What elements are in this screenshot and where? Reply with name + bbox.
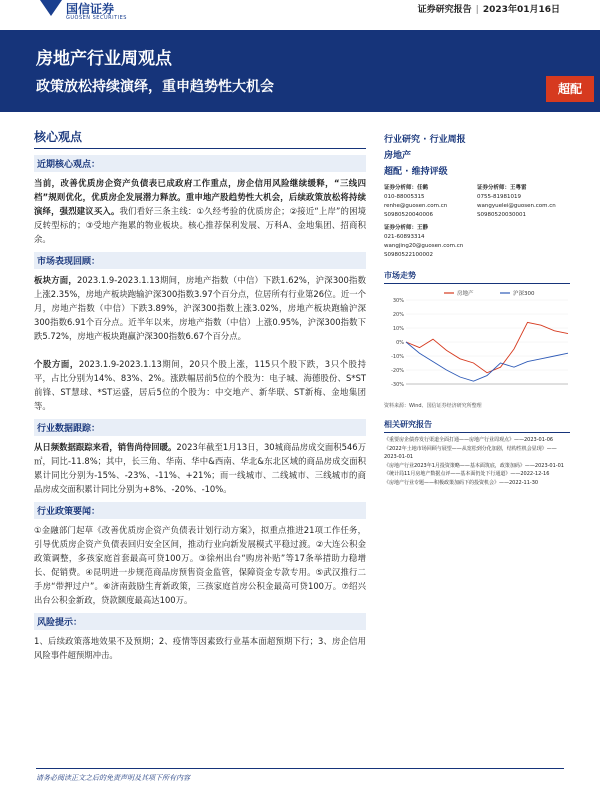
analyst-contact: 0755-81981019 (477, 194, 521, 200)
logo-mark-icon (40, 0, 62, 16)
analyst-contact: S0980520030001 (477, 212, 526, 218)
analyst-card (384, 224, 477, 260)
legend-label: 房地产 (457, 291, 474, 297)
report-type: 证券研究报告 (417, 5, 472, 15)
guosen-logo (40, 0, 140, 26)
related-report-item[interactable]: 《统计局11月房地产数据点评——基本面仍处下行通道》——2022-12-16 (384, 471, 550, 477)
report-date: 2023年01月16日 (482, 5, 560, 15)
analyst-contact[interactable]: wangyuelei@guosen.com.cn (477, 203, 556, 209)
y-tick-label: 0% (396, 340, 404, 346)
market-trend-chart (384, 288, 570, 396)
rating-badge: 超配 (546, 76, 594, 102)
footer-disclaimer: 请务必阅读正文之后的免责声明及其项下所有内容 (36, 768, 564, 783)
analyst-contact: S0980522100002 (384, 252, 433, 258)
sidebar-industry: 房地产 (384, 151, 412, 161)
analyst-name: 证券分析师：王静 (384, 225, 429, 231)
analyst-contact[interactable]: wangjing20@guosen.com.cn (384, 243, 464, 249)
related-report-item[interactable]: 《房地产行业专题——积极政策加码下的投资机会》——2022-11-30 (384, 479, 539, 486)
related-report-item[interactable]: 《重要房企债券发行渠道全面打通——房地产行业周观点》——2023-01-06 (384, 437, 554, 443)
section-body: 当前，改善优质房企资产负债表已成政府工作重点，房企信用风险继续缓释，“三线四档”规则优化，优质房企发展潜力释放。重申地产股趋势性大机会，后续政策放松将持续演绎，强烈建议买入。我们看好三条主线：①久经考验的优质房企；②接近“上岸”的困境反转型标的；③受地产拖累的物业板块。核心推荐保利发展、万科A、金地集团、招商积余。 (34, 178, 366, 244)
analyst-name: 证券分析师：王粤雷 (477, 185, 527, 191)
analyst-contact[interactable]: renhe@guosen.com.cn (384, 203, 448, 209)
section-title: 风险提示： (34, 613, 366, 630)
section-title: 市场表现回顾： (34, 252, 366, 269)
analyst-contact: 021-60893314 (384, 234, 425, 240)
series-line-1 (406, 342, 568, 381)
sidebar-rating: 超配 · 维持评级 (384, 167, 448, 177)
section-title: 行业政策要闻： (34, 502, 366, 519)
chart-source: 资料来源：Wind、国信证券经济研究所整理 (384, 403, 482, 409)
analyst-list (384, 184, 570, 260)
section-title: 行业数据跟踪： (34, 419, 366, 436)
section-title: 近期核心观点： (34, 155, 366, 172)
related-report-item[interactable]: 《2022年土地市场回顾与展望——从宽松到分化加剧，结构性机会显现》——2023-01-01 (384, 445, 557, 460)
header-meta: 证券研究报告 | 2023年01月16日 (417, 5, 560, 15)
related-reports-list (384, 436, 570, 487)
analyst-card (384, 184, 477, 220)
y-tick-label: 30% (392, 298, 404, 304)
y-tick-label: -30% (391, 382, 404, 388)
title-banner (0, 30, 600, 112)
y-tick-label: 10% (392, 326, 404, 332)
related-report-item[interactable]: 《房地产行业2023年1月投资策略——基本面筑底，政策加码》——2023-01-01 (384, 462, 564, 469)
core-views-heading: 核心观点 (34, 128, 366, 149)
y-tick-label: -20% (391, 368, 404, 374)
legend-label: 沪深300 (513, 291, 535, 297)
brand-cn: 国信证券 (66, 2, 115, 16)
y-tick-label: 20% (392, 312, 404, 318)
analyst-card (477, 184, 570, 220)
sidebar (384, 132, 570, 487)
section-body: ①金融部门起草《改善优质房企资产负债表计划行动方案》，拟重点推进21项工作任务，引导优质房企资产负债表回归安全区间，推动行业向新发展模式平稳过渡。②大连公积金政策调整，多孩家庭首套最高可贷100万。③徐州出台“购房补贴”等17条举措助力稳增长、促销费。④昆明进一步规范商品房预售资金监管，保障资金专款专用。⑤武汉推行二手房“带押过户”。⑥济南鼓励生育新政策，三孩家庭首房公积金最高可贷100万。⑦绍兴出台公积金新政，贷款额度最高达100万。 (34, 525, 366, 605)
related-reports-title: 相关研究报告 (384, 419, 570, 433)
analyst-contact: S0980520040006 (384, 212, 433, 218)
market-trend-title: 市场走势 (384, 270, 570, 284)
top-bar (0, 0, 600, 28)
report-subtitle: 政策放松持续演绎，重申趋势性大机会 (36, 79, 274, 95)
report-title: 房地产行业周观点 (36, 49, 172, 69)
analyst-name: 证券分析师：任鹤 (384, 185, 429, 191)
section-body: 从日频数据跟踪来看，销售尚待回暖。2023年截至1月13日，30城商品房成交面积546万㎡，同比-11.8%；其中，长三角、华南、华中&西南、华北&东北区域的商品房成交面积累计同比分别为-15%、-23%、-11%、+21%；而一线城市、二线城市、三线城市的商品房成交面积累计同比分别为+8%、-20%、-10%。 (34, 442, 366, 494)
sidebar-category: 行业研究 · 行业周报 (384, 135, 466, 145)
core-sections (34, 155, 366, 662)
section-body: 1、后续政策落地效果不及预期；2、疫情等因素致行业基本面超预期下行；3、房企信用风险事件超预期冲击。 (34, 636, 366, 660)
analyst-contact: 010-88005315 (384, 194, 425, 200)
y-tick-label: -10% (391, 354, 404, 360)
brand-en: GUOSEN SECURITIES (66, 15, 127, 21)
section-body: 板块方面，2023.1.9-2023.1.13期间，房地产指数（中信）下跌1.62%，沪深300指数上涨2.35%，房地产板块跑输沪深300指数3.97个百分点，位居所有行业第26位。近一个月，房地产指数（中信）下跌3.89%，沪深300指数上涨3.02%，房地产板块跑输沪深300指数6.91个百分点。近半年以来，房地产指数（中信）上涨0.95%，沪深300指数下跌5.72%，房地产板块跑赢沪深300指数6.67个百分点。 个股方面，2023.1.9-2023.1.13期间，20只个股上涨，115只个股下跌，3只个股持平，占比分别为14%、83%、2%。涨跌幅居前5位的个股为：电子城、海德股份、S*ST前锋、ST慧球、*ST运盛，居后5位的个股为：中交地产、新华联、ST新梅、金地集团等。 (34, 275, 367, 411)
core-views-column (34, 128, 366, 662)
series-line-0 (406, 322, 568, 372)
